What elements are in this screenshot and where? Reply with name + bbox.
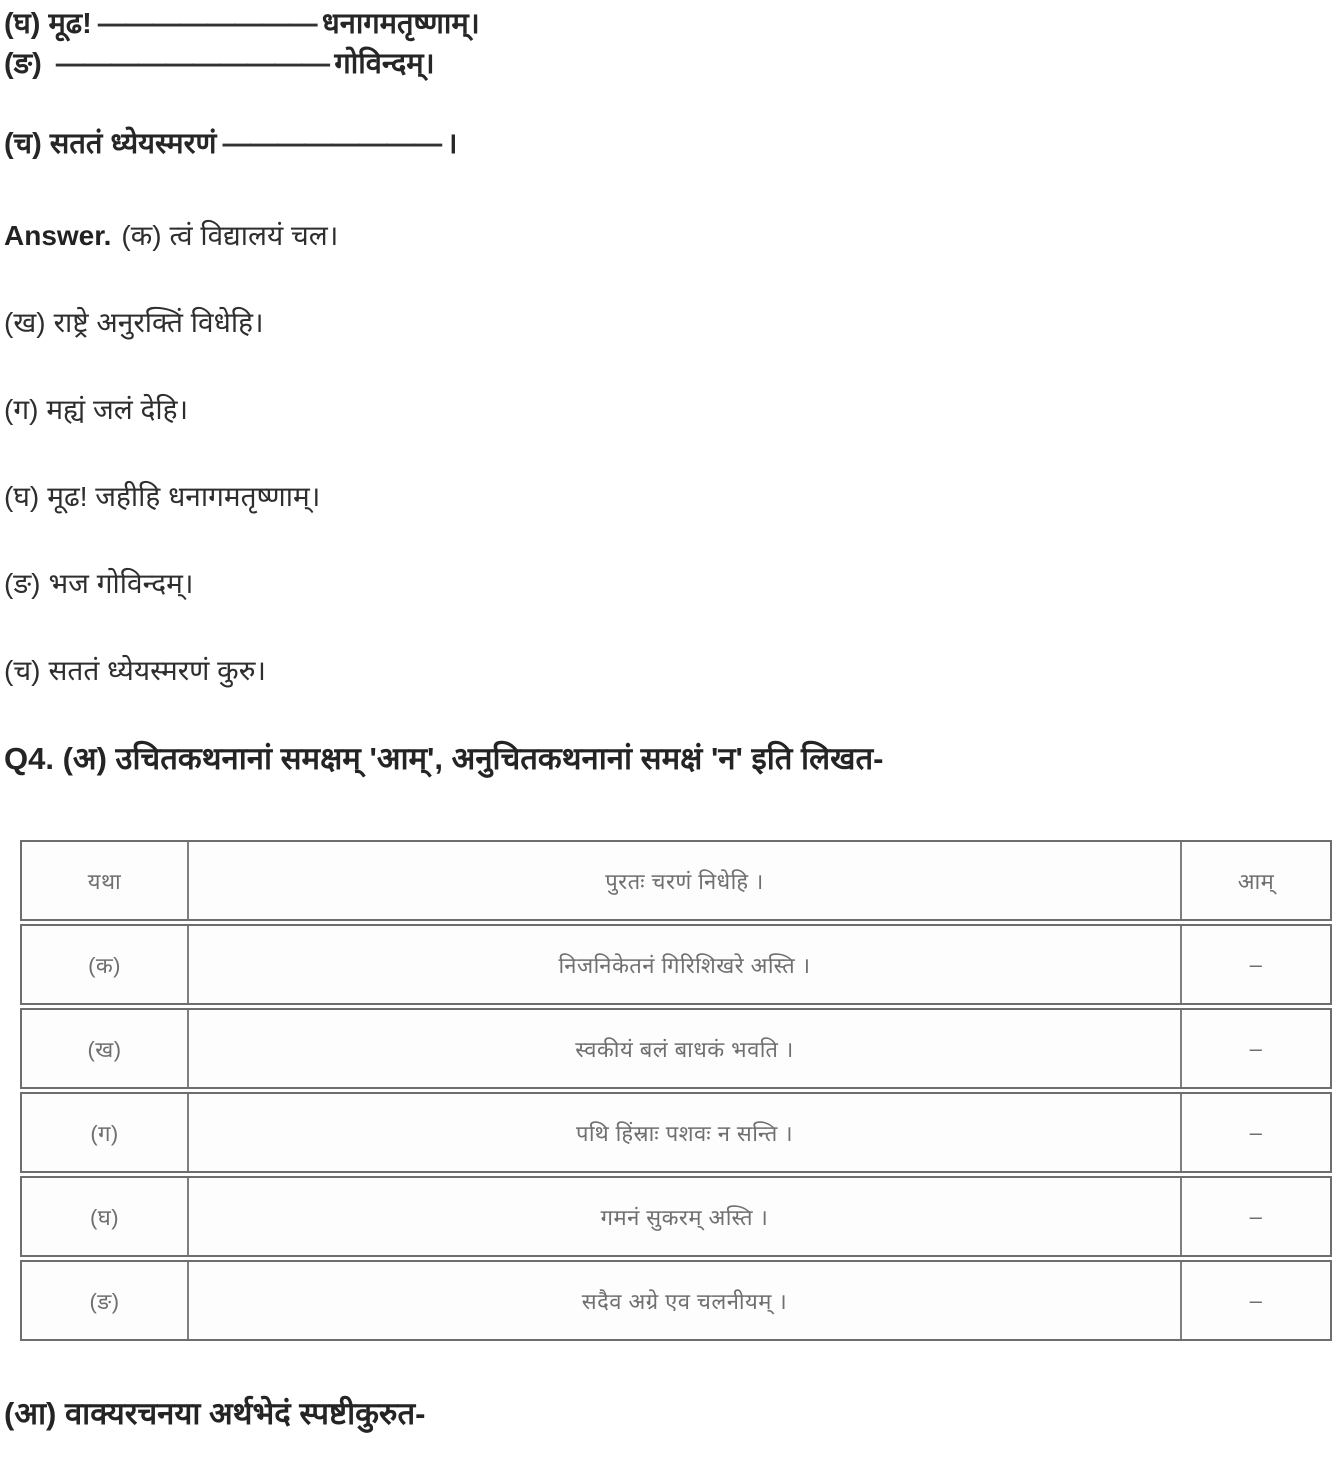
answer-line — [4, 216, 1337, 256]
answer-line — [4, 651, 1337, 691]
question-4-heading: Q4. (अ) उचितकथनानां समक्षम् 'आम्', अनुचितकथनानां समक्षं 'न' इति लिखत- — [4, 741, 884, 776]
answer-cell: – — [1249, 1119, 1263, 1145]
item-label: (ङ) — [4, 48, 42, 80]
question-aa-heading: (आ) वाक्यरचनया अर्थभेदं स्पष्टीकुरुत- — [4, 1396, 426, 1431]
answer-cell: – — [1249, 951, 1263, 977]
item-label: (घ) — [4, 481, 40, 512]
table-row — [20, 1092, 1332, 1173]
table-row — [20, 924, 1332, 1005]
answer-text: मूढ! जहीहि धनागमतृष्णाम्। — [47, 481, 321, 512]
blank-line: ———————— — [97, 8, 316, 40]
blank-line: ———————— — [222, 128, 441, 160]
table-row — [20, 1176, 1332, 1257]
item-label: (च) — [4, 655, 41, 686]
item-label: (ङ) — [4, 568, 41, 599]
blank-line: —————————— — [55, 48, 329, 80]
answer-section — [4, 216, 1337, 691]
item-label: (च) — [4, 128, 42, 160]
answer-text: त्वं विद्यालयं चल। — [169, 220, 339, 251]
answer-line — [4, 390, 1337, 430]
answer-cell: – — [1249, 1203, 1263, 1229]
blank-after-text: गोविन्दम्। — [334, 48, 435, 80]
statement-cell: सदैव अग्रे एव चलनीयम् । — [189, 1262, 1182, 1339]
answer-line — [4, 303, 1337, 343]
blank-after-text: । — [446, 128, 458, 160]
answer-text: भज गोविन्दम्। — [48, 568, 194, 599]
row-label-cell: (ख) — [22, 1010, 189, 1087]
answer-cell: – — [1249, 1035, 1263, 1061]
table-row — [20, 1260, 1332, 1341]
answer-line — [4, 564, 1337, 604]
blank-before-text: सततं ध्येयस्मरणं — [49, 128, 217, 160]
answer-text: मह्यं जलं देहि। — [46, 394, 189, 425]
answer-line — [4, 477, 1337, 517]
fill-blank-line-gha — [4, 4, 1337, 44]
blank-before-text: मूढ! — [48, 8, 92, 40]
fill-blank-line-cha — [4, 124, 1337, 164]
item-label: (घ) — [4, 8, 41, 40]
item-label: (ग) — [4, 394, 39, 425]
statement-cell: निजनिकेतनं गिरिशिखरे अस्ति । — [189, 926, 1182, 1003]
item-label: (ख) — [4, 307, 46, 338]
row-label-cell: (क) — [22, 926, 189, 1003]
answer-cell: आम् — [1237, 868, 1275, 894]
answer-cell: – — [1249, 1287, 1263, 1313]
table-row — [20, 1008, 1332, 1089]
row-label-cell: यथा — [22, 842, 189, 919]
fill-blank-line-nga — [4, 44, 1337, 84]
row-label-cell: (घ) — [22, 1178, 189, 1255]
row-label-cell: (ङ) — [22, 1262, 189, 1339]
statement-cell: गमनं सुकरम् अस्ति । — [189, 1178, 1182, 1255]
question-fill-blanks-section — [4, 4, 1337, 164]
statement-cell: पुरतः चरणं निधेहि । — [189, 842, 1182, 919]
answer-text: राष्ट्रे अनुरक्तिं विधेहि। — [53, 307, 264, 338]
blank-after-text: धनागमतृष्णाम्। — [321, 8, 480, 40]
answer-text: सततं ध्येयस्मरणं कुरु। — [48, 655, 267, 686]
table-row-example — [20, 840, 1332, 921]
statement-cell: पथि हिंस्राः पशवः न सन्ति । — [189, 1094, 1182, 1171]
row-label-cell: (ग) — [22, 1094, 189, 1171]
statements-table — [20, 840, 1332, 1341]
statement-cell: स्वकीयं बलं बाधकं भवति । — [189, 1010, 1182, 1087]
answer-label: Answer. — [4, 220, 112, 251]
item-label: (क) — [121, 220, 162, 251]
